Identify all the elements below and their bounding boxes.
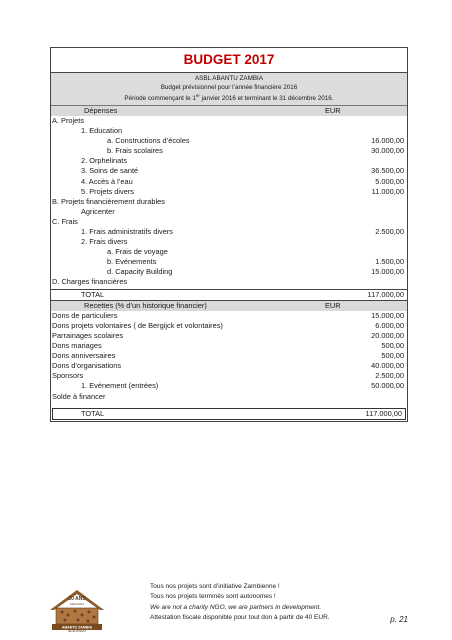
income-row-value: 500,00 bbox=[381, 341, 404, 351]
expenses-row-label: a. Frais de voyage bbox=[107, 247, 168, 257]
footer-line-4: Attestation fiscale disponible pour tout don à partir de 40 EUR. bbox=[150, 614, 330, 622]
footer-line-2: Tous nos projets terminés sont autonomes ! bbox=[150, 592, 276, 600]
expenses-row-label: B. Projets financièrement durables bbox=[52, 196, 165, 206]
expenses-row-label: Agricenter bbox=[81, 206, 115, 216]
expenses-row bbox=[51, 116, 407, 126]
income-row bbox=[51, 381, 407, 391]
footer-line-3: We are not a charity NGO, we are partners in development. bbox=[150, 604, 322, 612]
expenses-row-value: 11.000,00 bbox=[371, 186, 404, 196]
income-row bbox=[51, 311, 407, 321]
income-row-value: 15.000,00 bbox=[371, 310, 404, 320]
income-row bbox=[51, 351, 407, 361]
expenses-row bbox=[51, 156, 407, 166]
expenses-row-value: 1.500,00 bbox=[375, 257, 404, 267]
expenses-row-label: b. Frais scolaires bbox=[107, 146, 163, 156]
income-row-label: Parrainages scolaires bbox=[52, 330, 124, 340]
income-row bbox=[51, 371, 407, 381]
expenses-row-value: 30.000,00 bbox=[371, 146, 404, 156]
expenses-row-label: 4. Accès à l’eau bbox=[81, 176, 133, 186]
income-row-label: Dons anniversaires bbox=[52, 351, 116, 361]
income-total-label: TOTAL bbox=[81, 408, 105, 418]
org-name: ASBL ABANTU ZAMBIA bbox=[194, 75, 263, 82]
svg-text:1994-2014: 1994-2014 bbox=[69, 602, 85, 606]
income-row-label: Dons d’organisations bbox=[52, 361, 122, 371]
expenses-row-label: D. Charges financières bbox=[52, 277, 128, 287]
expenses-row-value: 15.000,00 bbox=[371, 267, 404, 277]
expenses-row bbox=[51, 267, 407, 277]
expenses-row-value: 5.000,00 bbox=[375, 176, 404, 186]
expenses-row bbox=[51, 146, 407, 156]
expenses-row-label: C. Frais bbox=[52, 216, 78, 226]
income-header-label: Recettes (% d’un historique financier) bbox=[84, 300, 207, 310]
income-row-label: 1. Evénement (entrées) bbox=[81, 381, 159, 391]
expenses-row bbox=[51, 177, 407, 187]
footer-text bbox=[150, 582, 330, 623]
income-row bbox=[51, 331, 407, 341]
budget-subtitle: Budget prévisionnel pour l’année financière 2016 bbox=[160, 83, 298, 91]
page-number: p. 21 bbox=[390, 615, 408, 624]
expenses-row-label: 1. Education bbox=[81, 126, 123, 136]
expenses-row-label: 2. Frais divers bbox=[81, 237, 128, 247]
income-row-label: Sponsors bbox=[52, 371, 84, 381]
expenses-total-value: 117.000,00 bbox=[367, 289, 404, 299]
income-total-value: 117.000,00 bbox=[365, 408, 402, 418]
footer-line-1: Tous nos projets sont d’initiative Zambienne ! bbox=[150, 583, 280, 590]
expenses-row-label: a. Constructions d’écoles bbox=[107, 136, 190, 146]
expenses-row bbox=[51, 197, 407, 207]
expenses-row bbox=[51, 247, 407, 257]
expenses-row bbox=[51, 257, 407, 267]
expenses-row bbox=[51, 166, 407, 176]
income-header bbox=[51, 301, 407, 311]
expenses-total-row bbox=[51, 289, 407, 301]
expenses-row bbox=[51, 207, 407, 217]
income-row bbox=[51, 392, 407, 402]
income-row-label: Solde à financer bbox=[52, 391, 106, 401]
income-row bbox=[51, 361, 407, 371]
expenses-header bbox=[51, 106, 407, 116]
income-total-row bbox=[52, 408, 406, 420]
expenses-currency: EUR bbox=[325, 105, 341, 115]
org-info bbox=[51, 73, 407, 106]
income-row-value: 500,00 bbox=[381, 351, 404, 361]
budget-period: Période commençant le 1er janvier 2016 et terminant le 31 décembre 2016. bbox=[124, 93, 334, 103]
income-row-value: 40.000,00 bbox=[371, 361, 404, 371]
income-row bbox=[51, 321, 407, 331]
expenses-row-label: d. Capacity Building bbox=[107, 267, 173, 277]
expenses-row bbox=[51, 277, 407, 287]
expenses-row-value: 2.500,00 bbox=[375, 227, 404, 236]
expenses-row bbox=[51, 237, 407, 247]
expenses-row-label: b. Evénements bbox=[107, 257, 157, 267]
budget-title: BUDGET 2017 bbox=[51, 48, 407, 73]
income-row-label: Dons de particuliers bbox=[52, 310, 118, 320]
svg-text:ABANTU ZAMBIA: ABANTU ZAMBIA bbox=[61, 625, 93, 630]
income-row-label: Dons mariages bbox=[52, 341, 102, 351]
svg-text:DEVELOPMENT: DEVELOPMENT bbox=[67, 629, 87, 632]
expenses-rows bbox=[51, 116, 407, 288]
income-row-value: 2.500,00 bbox=[375, 371, 404, 381]
income-row bbox=[51, 341, 407, 351]
abantu-zambia-logo bbox=[48, 580, 106, 632]
income-row-value: 20.000,00 bbox=[371, 330, 404, 340]
expenses-row-label: 5. Projets divers bbox=[81, 186, 134, 196]
income-currency: EUR bbox=[325, 300, 341, 310]
income-row-value: 50.000,00 bbox=[371, 381, 404, 391]
expenses-row bbox=[51, 187, 407, 197]
expenses-row-value: 36.500,00 bbox=[371, 166, 404, 176]
expenses-row bbox=[51, 227, 407, 237]
expenses-row-label: 3. Soins de santé bbox=[81, 166, 139, 176]
income-row-label: Dons projets volontaires ( de Bergijck et volontaires) bbox=[52, 320, 223, 330]
budget-table bbox=[50, 47, 408, 422]
expenses-row-value: 16.000,00 bbox=[371, 136, 404, 146]
svg-text:20 ANS: 20 ANS bbox=[68, 596, 86, 602]
expenses-header-label: Dépenses bbox=[84, 105, 118, 115]
expenses-row bbox=[51, 136, 407, 146]
expenses-total-label: TOTAL bbox=[81, 289, 105, 299]
expenses-row-label: 1. Frais administratifs divers bbox=[81, 227, 173, 236]
page-footer bbox=[48, 577, 408, 633]
expenses-row-label: 2. Orphelinats bbox=[81, 156, 128, 166]
expenses-row bbox=[51, 126, 407, 136]
income-rows bbox=[51, 311, 407, 402]
expenses-row bbox=[51, 217, 407, 227]
expenses-row-label: A. Projets bbox=[52, 115, 85, 125]
income-row-value: 6.000,00 bbox=[375, 320, 404, 330]
